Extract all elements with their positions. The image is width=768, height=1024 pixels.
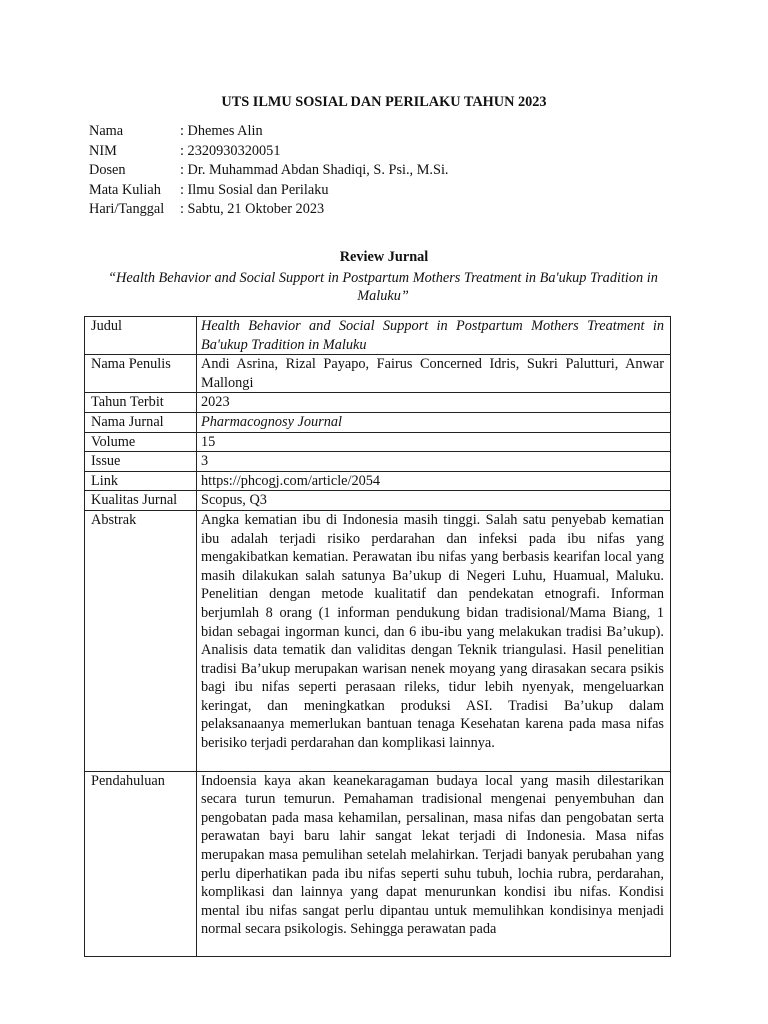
info-value: : Dr. Muhammad Abdan Shadiqi, S. Psi., M.Si. <box>180 162 449 178</box>
review-table <box>84 316 671 957</box>
row-label: Abstrak <box>85 510 197 771</box>
table-row <box>85 471 671 491</box>
student-info <box>89 122 449 220</box>
info-value: : Sabtu, 21 Oktober 2023 <box>180 201 325 217</box>
info-label: Dosen <box>89 162 126 178</box>
row-value: 3 <box>197 452 671 472</box>
info-value: : Ilmu Sosial dan Perilaku <box>180 181 329 198</box>
info-label: Hari/Tanggal <box>89 201 165 217</box>
introduction-cell <box>197 771 671 956</box>
row-value: Pharmacognosy Journal <box>197 412 671 432</box>
row-label: Pendahuluan <box>85 771 197 956</box>
row-label: Tahun Terbit <box>85 393 197 413</box>
table-row <box>85 355 671 393</box>
row-label: Kualitas Jurnal <box>85 491 197 511</box>
row-value: Andi Asrina, Rizal Payapo, Fairus Concerned Idris, Sukri Palutturi, Anwar Mallongi <box>197 355 671 393</box>
row-value: https://phcogj.com/article/2054 <box>197 471 671 491</box>
row-label: Issue <box>85 452 197 472</box>
row-label: Link <box>85 471 197 491</box>
info-row-hari-tanggal <box>89 200 449 220</box>
table-row <box>85 393 671 413</box>
table-row <box>85 771 671 956</box>
row-label: Nama Penulis <box>85 355 197 393</box>
abstract-cell <box>197 510 671 771</box>
row-label: Nama Jurnal <box>85 412 197 432</box>
review-subtitle: “Health Behavior and Social Support in Postpartum Mothers Treatment in Ba'ukup Tradition in Maluku” <box>108 270 658 304</box>
info-row-nim <box>89 142 449 162</box>
info-label: Mata Kuliah <box>89 181 161 198</box>
info-value: : 2320930320051 <box>180 142 281 159</box>
row-value: 2023 <box>197 393 671 413</box>
info-label: NIM <box>89 142 117 159</box>
info-label: Nama <box>89 123 124 139</box>
review-heading: Review Jurnal <box>339 249 429 265</box>
abstract-text: Angka kematian ibu di Indonesia masih tinggi. Salah satu penyebab kematian ibu adalah terjadi risiko perdarahan dan infeksi pada ibu nifas yang mengakibatkan kematian. Perawatan ibu nifas yang berbasis kearifan local yang masih dilakukan salah satunya Ba’ukup di Negeri Luhu, Huamual, Maluku. Penelitian dengan metode kualitatif dan pendekatan etnografi. Informan berjumlah 8 orang (1 informan pendukung bidan tradisional/Mama Biang, 1 bidan sebagai ingorman kunci, dan 6 ibu-ibu yang melakukan tradisi Ba’ukup). Analisis data tematik dan validitas dengan Teknik triangulasi. Hasil penelitian tradisi Ba’ukup merupakan warisan nenek moyang yang dirasakan secara psikis bagi ibu nifas seperti perasaan rileks, tidur lebih nyenyak, mengeluarkan keringat, dan meningkatkan produksi ASI. Tradisi Ba’ukup dalam pelaksanaanya memerlukan bantuan tenaga Kesehatan karena pada masa nifas berisiko terjadi perdarahan dan komplikasi lainnya. <box>201 511 664 752</box>
info-value: : Dhemes Alin <box>180 123 263 139</box>
row-label: Judul <box>85 317 197 355</box>
table-row <box>85 491 671 511</box>
row-value: Scopus, Q3 <box>197 491 671 511</box>
info-row-nama <box>89 122 449 142</box>
table-row <box>85 412 671 432</box>
paragraph-spacer <box>201 753 664 771</box>
table-row <box>85 452 671 472</box>
table-row <box>85 432 671 452</box>
row-label: Volume <box>85 432 197 452</box>
document-title: UTS ILMU SOSIAL DAN PERILAKU TAHUN 2023 <box>221 94 547 110</box>
info-row-mata-kuliah <box>89 181 449 201</box>
info-row-dosen <box>89 161 449 181</box>
introduction-text: Indoensia kaya akan keanekaragaman budaya local yang masih dilestarikan secara turun temurun. Pemahaman tradisional mengenai penyembuhan dan pengobatan pada masa kehamilan, persalinan, masa nifas dan pengobatan serta perawatan bayi baru lahir sangat lekat terjadi di Indonesia. Masa nifas merupakan masa pemulihan setelah melahirkan. Terjadi banyak perubahan yang perlu diperhatikan pada ibu nifas seperti suhu tubuh, lochia rubra, perdarahan, komplikasi dan lainnya yang dapat menurunkan kondisi ibu nifas. Kondisi mental ibu nifas sangat perlu dipantau untuk memulihkan kondisinya menjadi normal secara psikologis. Sehingga perawatan pada <box>201 772 664 938</box>
row-value: Health Behavior and Social Support in Postpartum Mothers Treatment in Ba'ukup Tradition in Maluku <box>197 317 671 355</box>
table-row <box>85 510 671 771</box>
row-value: 15 <box>197 432 671 452</box>
table-row <box>85 317 671 355</box>
